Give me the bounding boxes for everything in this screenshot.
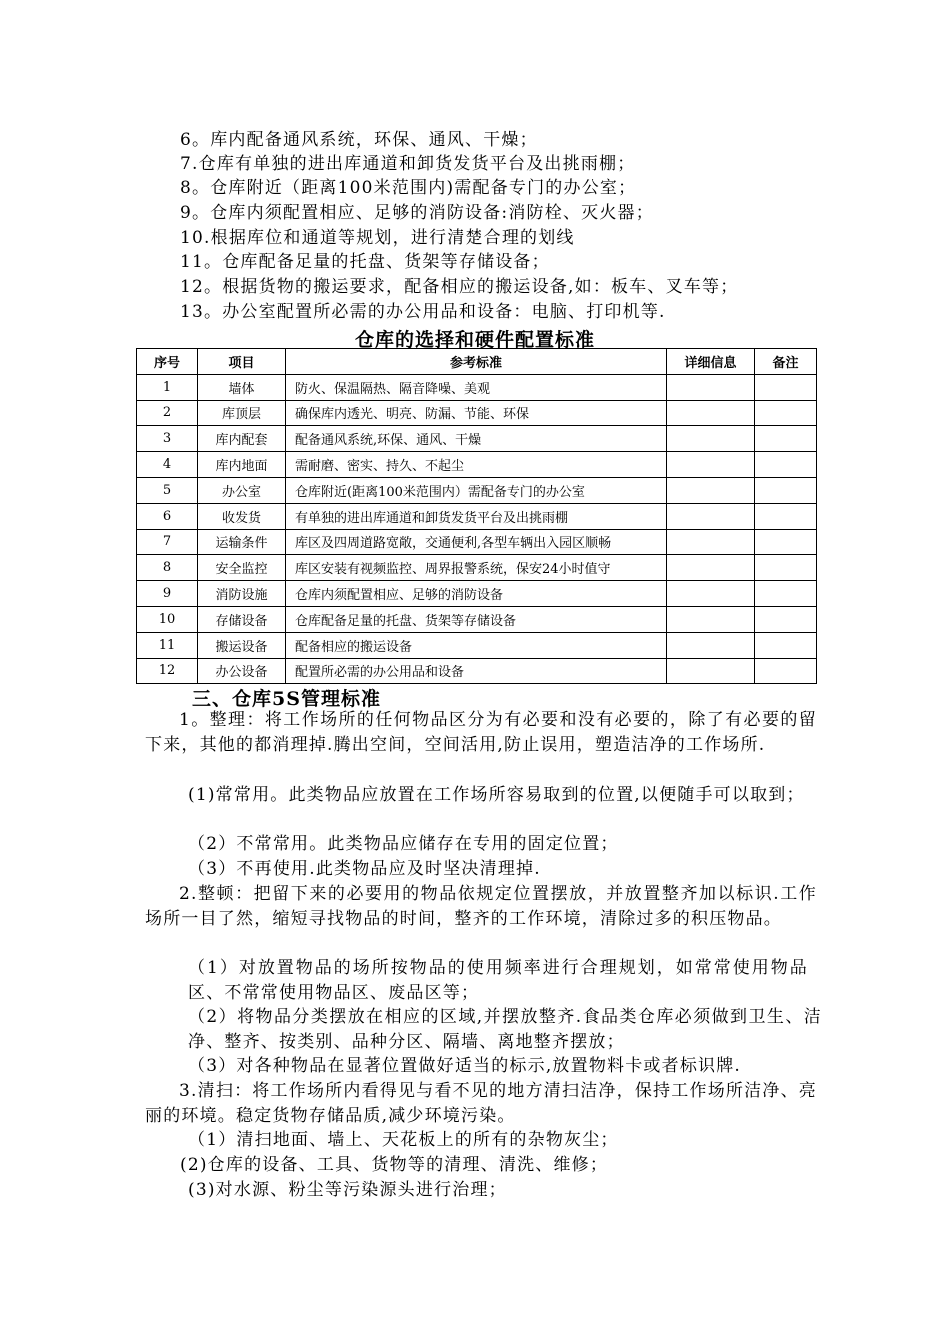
row-item: 库顶层 (198, 400, 286, 426)
paragraph: （3）不再使用.此类物品应及时坚决清理掉. (188, 859, 541, 879)
table-row (137, 581, 817, 607)
paragraph: 3.清扫：将工作场所内看得见与看不见的地方清扫洁净，保持工作场所洁净、亮丽的环境。稳定货物存储品质,减少环境污染。 (145, 1081, 817, 1126)
table-row (137, 658, 817, 684)
row-standard: 配备相应的搬运设备 (286, 632, 667, 658)
row-standard: 需耐磨、密实、持久、不起尘 (286, 452, 667, 478)
row-remarks (755, 606, 817, 632)
row-item: 运输条件 (198, 529, 286, 555)
row-index: 6 (137, 503, 198, 529)
standards-table (136, 348, 817, 684)
row-remarks (755, 426, 817, 452)
header-item: 项目 (198, 349, 286, 375)
paragraph: 2.整顿：把留下来的必要用的物品依规定位置摆放，并放置整齐加以标识.工作场所一目了然，缩短寻找物品的时间，整齐的工作环境，清除过多的积压物品。 (145, 884, 817, 929)
row-details (667, 426, 755, 452)
table-title: 仓库的选择和硬件配置标准 (354, 329, 595, 351)
table-row (137, 632, 817, 658)
row-standard: 有单独的进出库通道和卸货发货平台及出挑雨棚 (286, 503, 667, 529)
row-standard: 库区安装有视频监控、周界报警系统，保安24小时值守 (286, 555, 667, 581)
list-item: 7.仓库有单独的进出库通道和卸货发货平台及出挑雨棚； (180, 154, 636, 174)
list-item: 6。库内配备通风系统，环保、通风、干燥； (180, 130, 538, 150)
row-item: 墙体 (198, 374, 286, 400)
row-details (667, 374, 755, 400)
row-remarks (755, 529, 817, 555)
list-item: 9。仓库内须配置相应、足够的消防设备:消防栓、灭火器； (180, 203, 654, 223)
paragraph: （3）对各种物品在显著位置做好适当的标示,放置物料卡或者标识牌. (188, 1056, 742, 1076)
row-standard: 库区及四周道路宽敞，交通便利,各型车辆出入园区顺畅 (286, 529, 667, 555)
section-title: 三、仓库5S管理标准 (192, 688, 381, 710)
row-standard: 防火、保温隔热、隔音降噪、美观 (286, 374, 667, 400)
table-row (137, 503, 817, 529)
row-standard: 仓库附近(距离100米范围内）需配备专门的办公室 (286, 477, 667, 503)
header-remarks: 备注 (755, 349, 817, 375)
paragraph: （1）清扫地面、墙上、天花板上的所有的杂物灰尘； (188, 1130, 619, 1150)
row-details (667, 606, 755, 632)
row-standard: 确保库内透光、明亮、防漏、节能、环保 (286, 400, 667, 426)
row-details (667, 400, 755, 426)
header-details: 详细信息 (667, 349, 755, 375)
row-details (667, 503, 755, 529)
row-details (667, 555, 755, 581)
row-index: 10 (137, 606, 198, 632)
row-standard: 仓库配备足量的托盘、货架等存储设备 (286, 606, 667, 632)
table-row (137, 452, 817, 478)
header-standard: 参考标准 (286, 349, 667, 375)
paragraph: 1。整理：将工作场所的任何物品区分为有必要和没有必要的，除了有必要的留下来，其他的都消理掉.腾出空间，空间活用,防止误用，塑造洁净的工作场所. (145, 710, 817, 755)
table-row (137, 529, 817, 555)
row-remarks (755, 452, 817, 478)
paragraph: （2）将物品分类摆放在相应的区域,并摆放整齐.食品类仓库必须做到卫生、洁净、整齐、按类别、品种分区、隔墙、离地整齐摆放； (188, 1007, 822, 1052)
row-details (667, 529, 755, 555)
table-row (137, 374, 817, 400)
list-item: 10.根据库位和通道等规划，进行清楚合理的划线 (180, 228, 575, 248)
row-remarks (755, 477, 817, 503)
row-standard: 仓库内须配置相应、足够的消防设备 (286, 581, 667, 607)
row-item: 安全监控 (198, 555, 286, 581)
table-row (137, 477, 817, 503)
row-item: 办公设备 (198, 658, 286, 684)
row-item: 存储设备 (198, 606, 286, 632)
row-details (667, 581, 755, 607)
row-remarks (755, 658, 817, 684)
row-remarks (755, 374, 817, 400)
table-row (137, 400, 817, 426)
row-item: 收发货 (198, 503, 286, 529)
row-item: 库内地面 (198, 452, 286, 478)
row-remarks (755, 400, 817, 426)
row-details (667, 452, 755, 478)
row-index: 7 (137, 529, 198, 555)
row-remarks (755, 555, 817, 581)
row-item: 库内配套 (198, 426, 286, 452)
row-remarks (755, 581, 817, 607)
row-index: 3 (137, 426, 198, 452)
row-index: 1 (137, 374, 198, 400)
row-index: 9 (137, 581, 198, 607)
table-row (137, 606, 817, 632)
row-remarks (755, 632, 817, 658)
row-standard: 配备通风系统,环保、通风、干燥 (286, 426, 667, 452)
list-item: 13。办公室配置所必需的办公用品和设备：电脑、打印机等. (180, 302, 666, 322)
row-details (667, 632, 755, 658)
row-item: 办公室 (198, 477, 286, 503)
list-item: 11。仓库配备足量的托盘、货架等存储设备； (180, 252, 550, 272)
row-item: 消防设施 (198, 581, 286, 607)
paragraph: （1）对放置物品的场所按物品的使用频率进行合理规划，如常常使用物品区、不常常使用物品区、废品区等； (188, 958, 808, 1003)
row-standard: 配置所必需的办公用品和设备 (286, 658, 667, 684)
table-row (137, 555, 817, 581)
table-header-row (137, 349, 817, 375)
table-row (137, 426, 817, 452)
row-index: 2 (137, 400, 198, 426)
row-details (667, 658, 755, 684)
row-index: 4 (137, 452, 198, 478)
row-index: 8 (137, 555, 198, 581)
row-item: 搬运设备 (198, 632, 286, 658)
paragraph: (2)仓库的设备、工具、货物等的清理、清洗、维修； (180, 1155, 609, 1175)
paragraph: (3)对水源、粉尘等污染源头进行治理； (188, 1180, 507, 1200)
paragraph: (1)常常用。此类物品应放置在工作场所容易取到的位置,以便随手可以取到； (188, 785, 805, 805)
header-index: 序号 (137, 349, 198, 375)
row-details (667, 477, 755, 503)
row-index: 5 (137, 477, 198, 503)
row-index: 12 (137, 658, 198, 684)
row-index: 11 (137, 632, 198, 658)
list-item: 12。根据货物的搬运要求，配备相应的搬运设备,如：板车、叉车等； (180, 277, 739, 297)
row-remarks (755, 503, 817, 529)
list-item: 8。仓库附近（距离100米范围内)需配备专门的办公室； (180, 178, 637, 198)
paragraph: （2）不常常用。此类物品应储存在专用的固定位置； (188, 834, 619, 854)
